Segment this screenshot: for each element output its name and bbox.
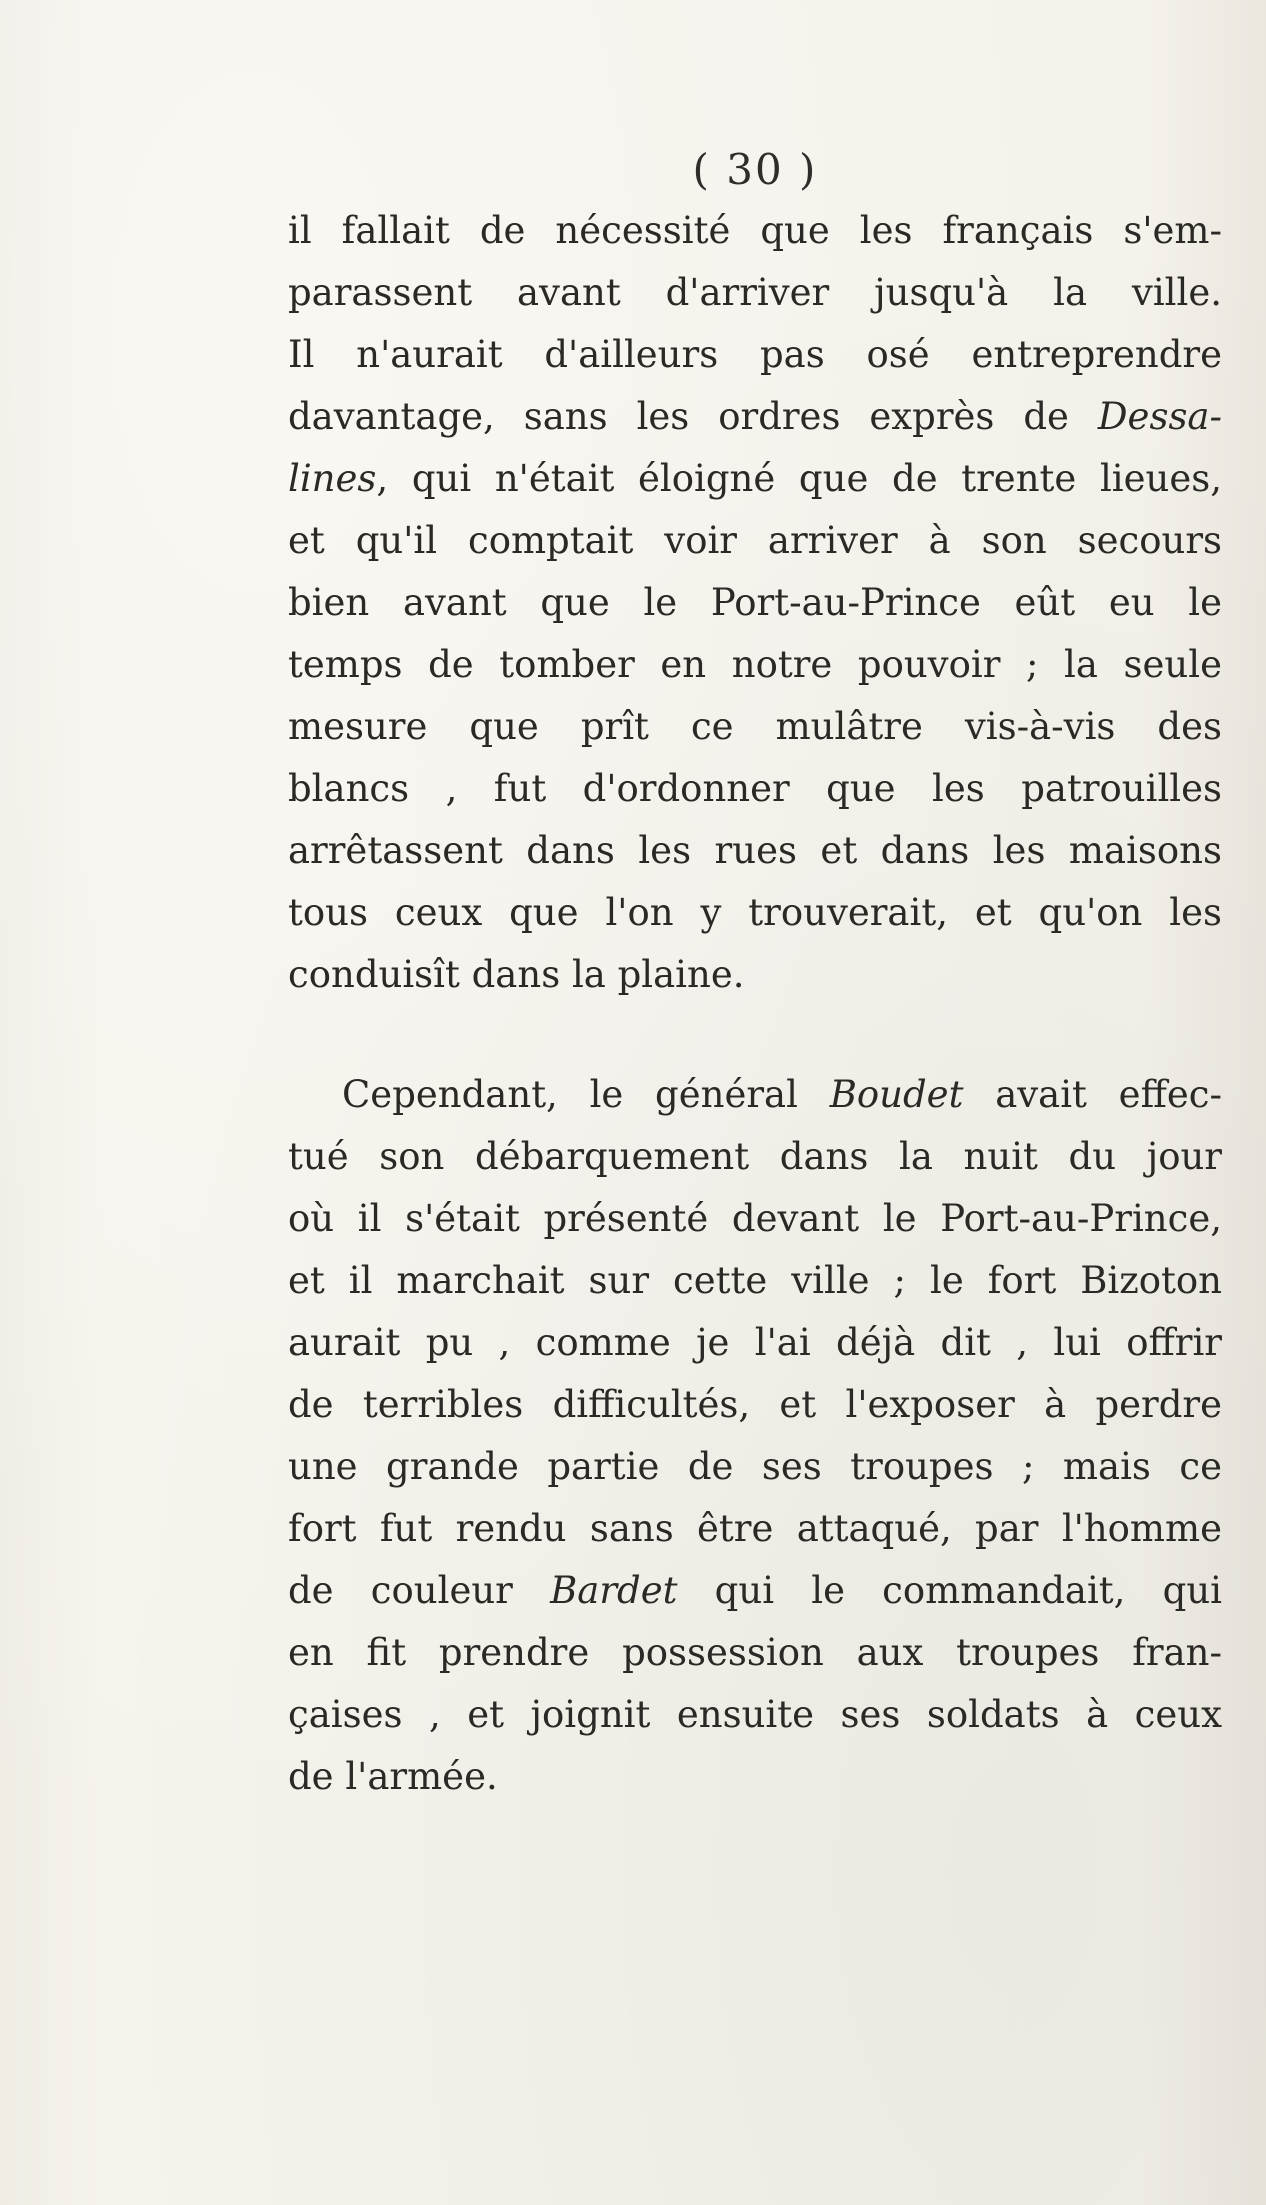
text-line: de l'armée. bbox=[288, 1755, 498, 1798]
text-line: de terribles difficultés, et l'exposer à perdre bbox=[288, 1383, 1222, 1426]
text-line: çaises , et joignit ensuite ses soldats à ceux bbox=[288, 1693, 1222, 1736]
text-line: arrêtassent dans les rues et dans les maisons bbox=[288, 829, 1222, 872]
paragraph-1 bbox=[288, 200, 1222, 1006]
text-line: blancs , fut d'ordonner que les patrouilles bbox=[288, 767, 1222, 810]
page-text-block bbox=[288, 140, 1222, 1808]
text-line: parassent avant d'arriver jusqu'à la ville. bbox=[288, 271, 1222, 314]
text-line: tué son débarquement dans la nuit du jour bbox=[288, 1135, 1222, 1178]
text-line: Cependant, le général Boudet avait effec- bbox=[342, 1073, 1222, 1116]
text-line: et il marchait sur cette ville ; le fort Bizoton bbox=[288, 1259, 1222, 1302]
text-line: et qu'il comptait voir arriver à son secours bbox=[288, 519, 1222, 562]
text-line: de couleur Bardet qui le commandait, qui bbox=[288, 1569, 1222, 1612]
text-line: mesure que prît ce mulâtre vis-à-vis des bbox=[288, 705, 1222, 748]
text-line: aurait pu , comme je l'ai déjà dit , lui offrir bbox=[288, 1321, 1222, 1364]
paragraph-gap bbox=[288, 1006, 1222, 1064]
text-line: tous ceux que l'on y trouverait, et qu'on les bbox=[288, 891, 1222, 934]
text-line: bien avant que le Port-au-Prince eût eu le bbox=[288, 581, 1222, 624]
text-line: une grande partie de ses troupes ; mais ce bbox=[288, 1445, 1222, 1488]
text-line: où il s'était présenté devant le Port-au-Prince, bbox=[288, 1197, 1222, 1240]
page-number: ( 30 ) bbox=[692, 145, 818, 194]
text-line: temps de tomber en notre pouvoir ; la seule bbox=[288, 643, 1222, 686]
text-line: Il n'aurait d'ailleurs pas osé entreprendre bbox=[288, 333, 1222, 376]
paragraph-2 bbox=[288, 1064, 1222, 1808]
text-line: lines, qui n'était éloigné que de trente lieues, bbox=[288, 457, 1222, 500]
text-line: il fallait de nécessité que les français s'em- bbox=[288, 209, 1222, 252]
text-line: davantage, sans les ordres exprès de Dessa- bbox=[288, 395, 1222, 438]
text-line: fort fut rendu sans être attaqué, par l'homme bbox=[288, 1507, 1222, 1550]
text-line: en fit prendre possession aux troupes fran- bbox=[288, 1631, 1222, 1674]
text-line: conduisît dans la plaine. bbox=[288, 953, 745, 996]
